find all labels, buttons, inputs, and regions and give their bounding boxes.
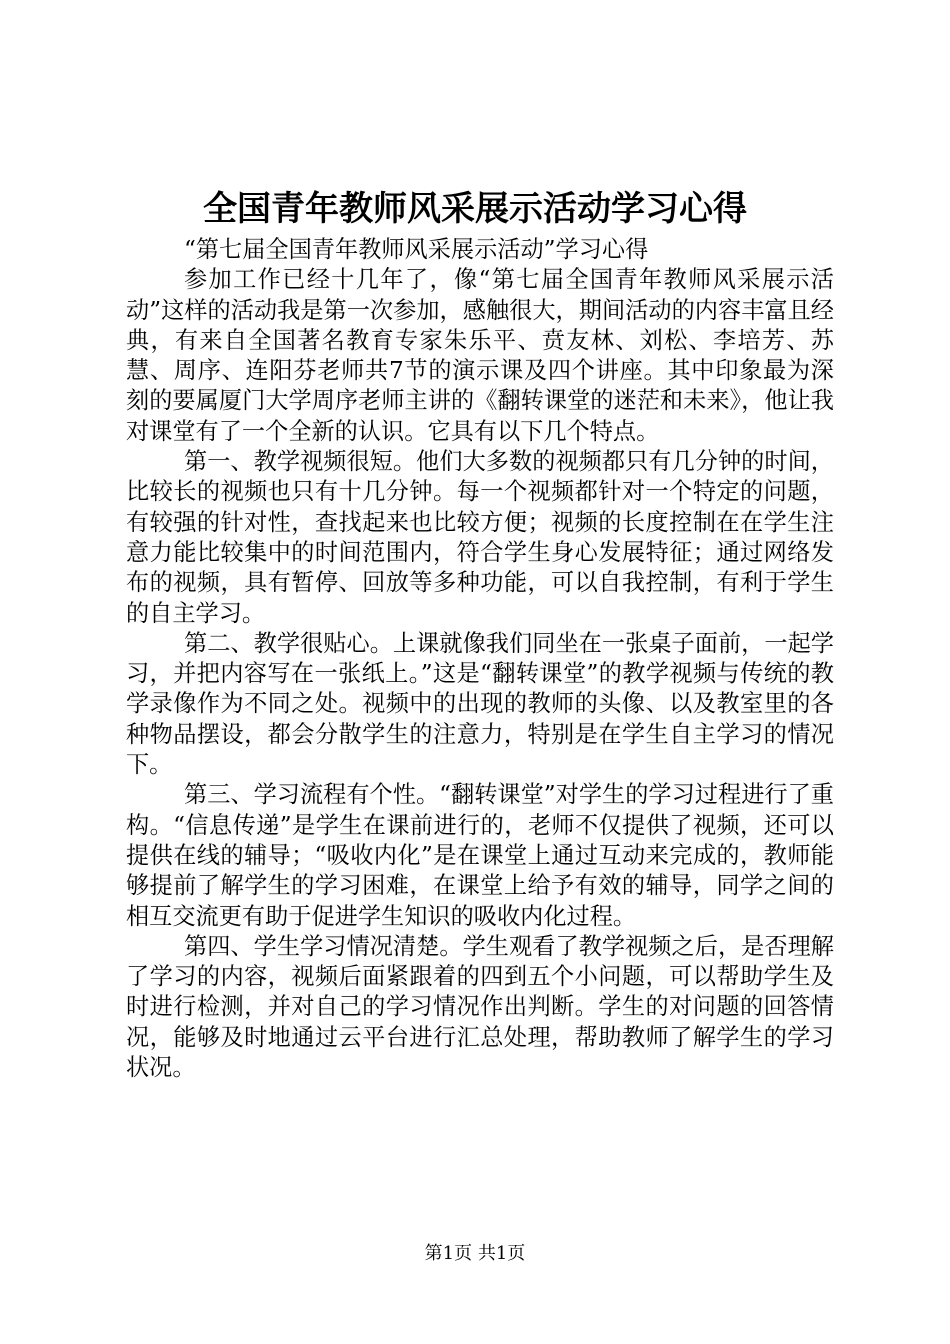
subtitle-paragraph: “第七届全国青年教师风采展示活动”学习心得 xyxy=(184,236,649,263)
intro-paragraph: 参加工作已经十几年了，像“第七届全国青年教师风采展示活动”这样的活动我是第一次参加，感触很大，期间活动的内容丰富且经典，有来自全国著名教育专家朱乐平、贲友林、刘松、李培芳、苏慧、周序、连阳芬老师共7节的演示课及四个讲座。其中印象最为深刻的要属厦门大学周序老师主讲的《翻转课堂的迷茫和未来》，他让我对课堂有了一个全新的认识。它具有以下几个特点。 xyxy=(126,266,834,445)
point-two-paragraph: 第二、教学很贴心。上课就像我们同坐在一张桌子面前，一起学习，并把内容写在一张纸上。”这是“翻转课堂”的教学视频与传统的教学录像作为不同之处。视频中的出现的教师的头像、以及教室里的各种物品摆设，都会分散学生的注意力，特别是在学生自主学习的情况下。 xyxy=(126,629,834,779)
point-four-paragraph: 第四、学生学习情况清楚。学生观看了教学视频之后，是否理解了学习的内容，视频后面紧跟着的四到五个小问题，可以帮助学生及时进行检测，并对自己的学习情况作出判断。学生的对问题的回答情况，能够及时地通过云平台进行汇总处理，帮助教师了解学生的学习状况。 xyxy=(126,932,834,1082)
document-body xyxy=(126,235,834,1083)
document-title: 全国青年教师风采展示活动学习心得 xyxy=(203,189,747,229)
page-footer: 第1页 共1页 xyxy=(424,1243,526,1264)
point-one-paragraph: 第一、教学视频很短。他们大多数的视频都只有几分钟的时间，比较长的视频也只有十几分钟。每一个视频都针对一个特定的问题，有较强的针对性，查找起来也比较方便；视频的长度控制在在学生注意力能比较集中的时间范围内，符合学生身心发展特征；通过网络发布的视频，具有暂停、回放等多种功能，可以自我控制，有利于学生的自主学习。 xyxy=(126,448,834,627)
point-three-paragraph: 第三、学习流程有个性。“翻转课堂”对学生的学习过程进行了重构。“信息传递”是学生在课前进行的，老师不仅提供了视频，还可以提供在线的辅导；“吸收内化”是在课堂上通过互动来完成的，教师能够提前了解学生的学习困难，在课堂上给予有效的辅导，同学之间的相互交流更有助于促进学生知识的吸收内化过程。 xyxy=(126,781,834,930)
